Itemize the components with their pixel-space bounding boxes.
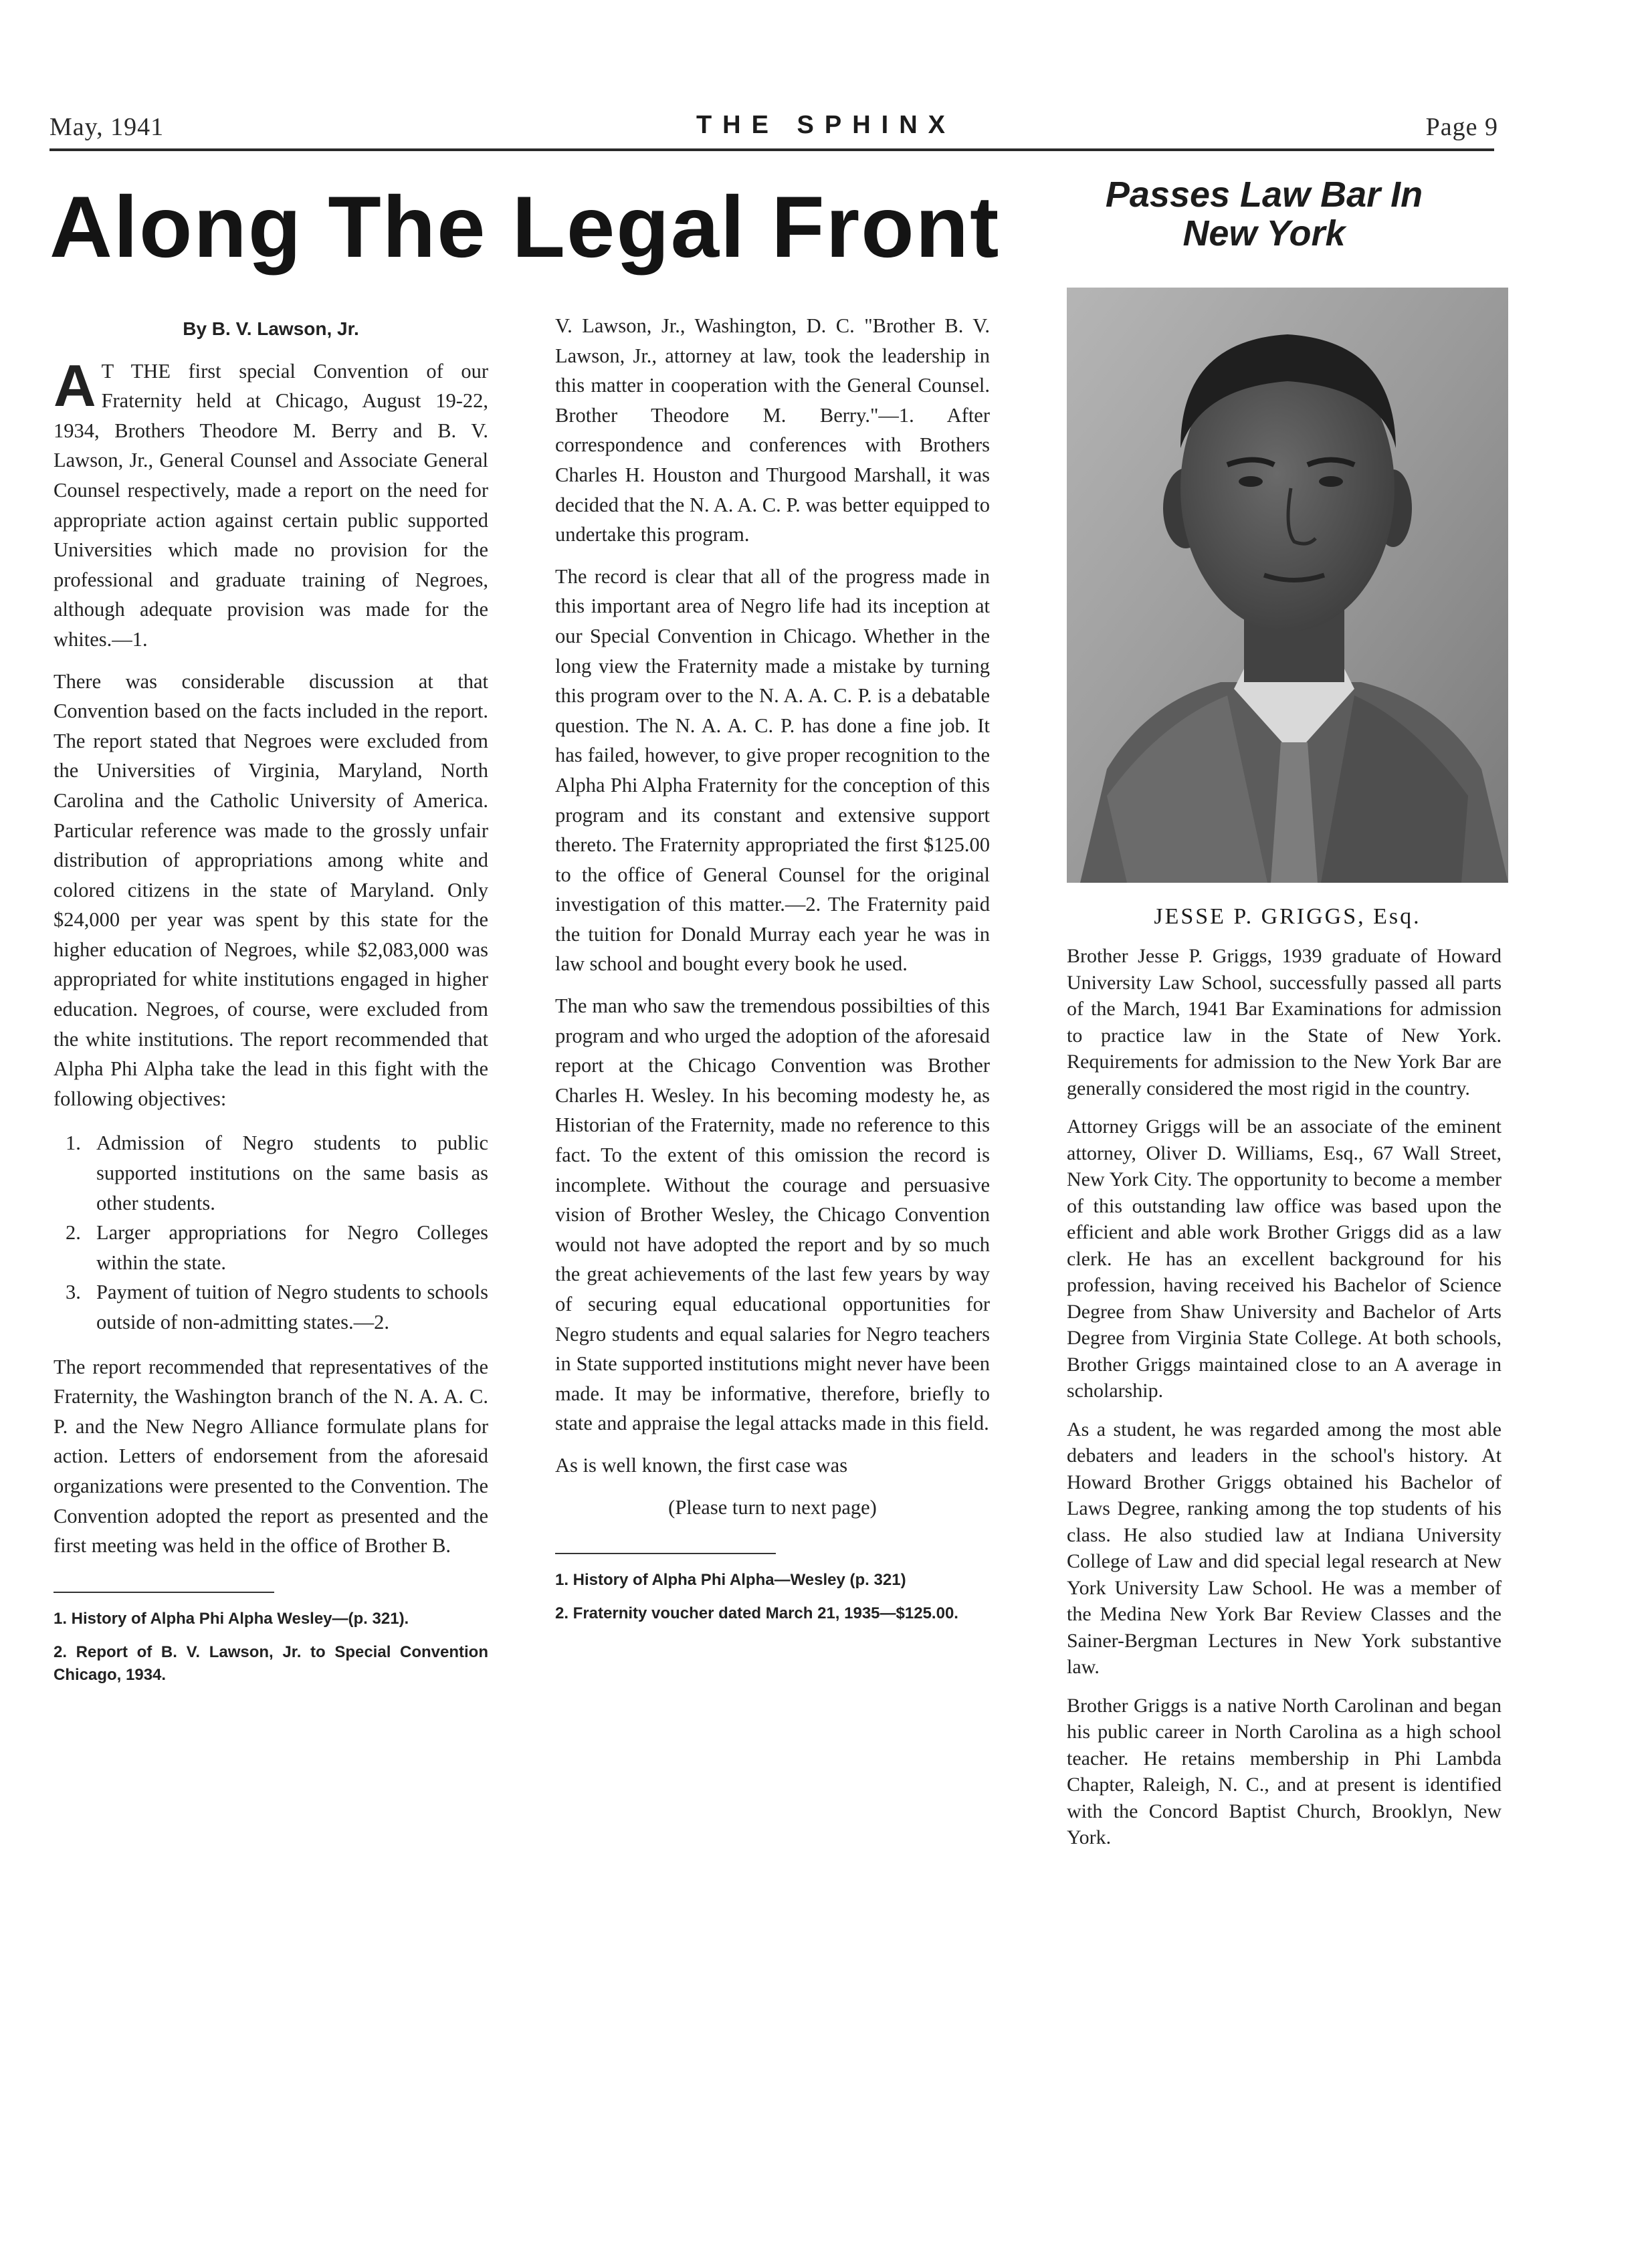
portrait-image — [1067, 288, 1508, 883]
article-title: Along The Legal Front — [49, 178, 1001, 276]
paragraph: Attorney Griggs will be an associate of the eminent attorney, Oliver D. Williams, Esq., 67 Wall Street, New York City. The opportunity to become a member of this outstanding law office was based upon the efficient and able work Brother Griggs did as a law clerk. He has an excellent background for his profession, having received his Bachelor of Science Degree from Shaw University and Bachelor of Arts Degree from Virginia State College. At both schools, Brother Griggs maintained close to an A average in scholarship. — [1067, 1115, 1502, 1402]
paragraph: A T THE first special Convention of our Fraternity held at Chicago, August 19-22, 1934, Brothers Theodore M. Berry and B. V. Lawson, Jr., General Counsel and Associate General Counsel respectively, made a report on the need for appropriate action against certain public supported Universities which made no provision for the professional and graduate training of Negroes, although adequate provision was made for the whites.—1. — [54, 352, 488, 651]
list-item: 3. Payment of tuition of Negro students to schools outside of non-admitting states.—2. — [66, 1281, 488, 1333]
paragraph: As a student, he was regarded among the most able debaters and leaders in the school's history. At Howard Brother Griggs obtained his Bachelor of Laws Degree, ranking among the top students of his class. He also studied law at Indiana University College of Law and did special legal research at New York University Law School. He was a member of the Medina New York Bar Review Classes and the Sainer-Bergman Lectures in New York substantive law. — [1067, 1418, 1502, 1678]
article-column-1 — [54, 314, 488, 1697]
paragraph: V. Lawson, Jr., Washington, D. C. "Brother B. V. Lawson, Jr., attorney at law, took the leadership in this matter in cooperation with the General Counsel. Brother Theodore M. Berry."—1. After correspondence and conferences with Brothers Charles H. Houston and Thurgood Marshall, it was decided that the N. A. A. C. P. was better equipped to undertake this program. — [555, 314, 990, 546]
paragraph: Brother Griggs is a native North Carolinan and began his public career in North Carolina as a high school teacher. He retains membership in Phi Lambda Chapter, Raleigh, N. C., and at present is identified with the Concord Baptist Church, Brooklyn, New York. — [1067, 1694, 1502, 1848]
footnote: 2. Report of B. V. Lawson, Jr. to Special Convention Chicago, 1934. — [54, 1642, 488, 1684]
article-column-2 — [555, 311, 990, 1636]
paragraph: The man who saw the tremendous possibilties of this program and who urged the adoption of the aforesaid report at the Chicago Convention was Brother Charles H. Wesley. In his becoming modesty he, as Historian of the Fraternity, made no reference to this fact. To the extent of this omission the record is incomplete. Without the courage and persuasive vision of Brother Wesley, the Chicago Convention would not have adopted the report and by so much the great achievements of the last few years by way of securing equal educational opportunities for Negro students and equal salaries for Negro teachers in State supported institutions might never have been made. It may be informative, therefore, briefly to state and appraise the legal attacks made in this field. — [555, 994, 990, 1435]
paragraph: The report recommended that representatives of the Fraternity, the Washington branch of the N. A. A. C. P. and the New Negro Alliance formulate plans for action. Letters of endorsement from the aforesaid organizations were presented to the Convention. The Convention adopted the report as presented and the first meeting was held in the office of Brother B. — [54, 1355, 488, 1558]
publication-name: THE SPHINX — [696, 111, 956, 139]
portrait-photo — [1067, 288, 1508, 883]
sidebar-title: Passes Law Bar In New York — [1105, 175, 1423, 253]
photo-caption: JESSE P. GRIGGS, Esq. — [1154, 904, 1421, 929]
sidebar-column — [1067, 943, 1502, 1863]
footnote: 1. History of Alpha Phi Alpha Wesley—(p. 321). — [54, 1609, 409, 1628]
byline: By B. V. Lawson, Jr. — [183, 318, 359, 339]
issue-date: May, 1941 — [49, 113, 165, 141]
list-item: 2. Larger appropriations for Negro Colleges within the state. — [66, 1221, 488, 1274]
footnote: 1. History of Alpha Phi Alpha—Wesley (p. 321) — [555, 1571, 906, 1590]
paragraph: As is well known, the first case was — [555, 1453, 848, 1477]
page-number: Page 9 — [1425, 113, 1498, 141]
list-item: 1. Admission of Negro students to public supported institutions on the same basis as other students. — [66, 1132, 488, 1214]
drop-cap: A — [54, 352, 96, 419]
paragraph: Brother Jesse P. Griggs, 1939 graduate of Howard University Law School, successfully passed all parts of the March, 1941 Bar Examinations for admission to practice law in the State of New York. Requirements for admission to the New York Bar are generally considered the most rigid in the country. — [1067, 945, 1502, 1099]
continued-note: (Please turn to next page) — [668, 1495, 877, 1519]
objectives-list — [66, 1128, 488, 1337]
footnote: 2. Fraternity voucher dated March 21, 1935—$125.00. — [555, 1604, 958, 1623]
paragraph: There was considerable discussion at that Convention based on the facts included in the report. The report stated that Negroes were excluded from the Universities of Virginia, Maryland, North Carolina and the Catholic University of America. Particular reference was made to the grossly unfair distribution of appropriations among white and colored citizens in the state of Maryland. Only $24,000 per year was spent by this state for the higher education of Negroes, while $2,083,000 was appropriated for white institutions engaged in higher education. Negroes, of course, were excluded from the white institutions. The report recommended that Alpha Phi Alpha take the lead in this fight with the following objectives: — [54, 669, 488, 1110]
header-rule — [49, 148, 1494, 151]
paragraph: The record is clear that all of the progress made in this important area of Negro life had its inception at our Special Convention in Chicago. Whether in the long view the Fraternity made a mistake by turning this program over to the N. A. A. C. P. is a debatable question. The N. A. A. C. P. has done a fine job. It has failed, however, to give proper recognition to the Alpha Phi Alpha Fraternity for the conception of this program and its constant and extensive support thereto. The Fraternity appropriated the first $125.00 to the office of General Counsel for the original investigation of this matter.—2. The Fraternity paid the tuition for Donald Murray each year he was in law school and bought every book he used. — [555, 564, 990, 976]
footnote-rule — [54, 1592, 274, 1593]
footnote-rule — [555, 1553, 776, 1554]
